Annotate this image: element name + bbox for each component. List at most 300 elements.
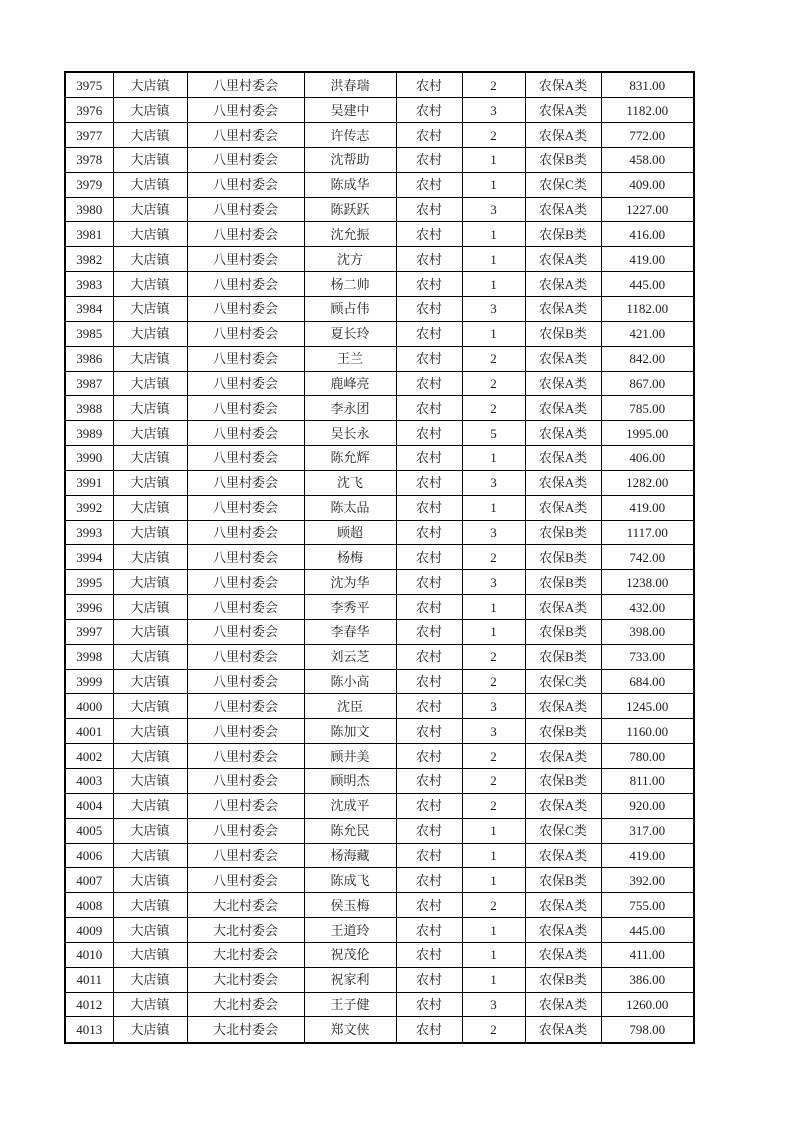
cell-village-committee: 八里村委会 <box>187 669 304 694</box>
cell-person-name: 陈允民 <box>304 818 396 843</box>
table-row <box>65 644 694 669</box>
cell-serial-number: 3983 <box>65 272 113 297</box>
cell-person-count: 3 <box>462 570 525 595</box>
cell-amount: 920.00 <box>601 793 694 818</box>
cell-village-committee: 八里村委会 <box>187 272 304 297</box>
cell-town: 大店镇 <box>113 72 187 98</box>
cell-village-committee: 八里村委会 <box>187 396 304 421</box>
cell-person-count: 2 <box>462 371 525 396</box>
cell-person-count: 2 <box>462 396 525 421</box>
cell-insurance-category: 农保A类 <box>525 123 601 148</box>
cell-serial-number: 3987 <box>65 371 113 396</box>
cell-person-name: 王道玲 <box>304 918 396 943</box>
cell-person-name: 王子健 <box>304 992 396 1017</box>
cell-village-committee: 八里村委会 <box>187 446 304 471</box>
cell-serial-number: 4008 <box>65 893 113 918</box>
cell-insurance-category: 农保B类 <box>525 520 601 545</box>
cell-town: 大店镇 <box>113 247 187 272</box>
cell-village-committee: 八里村委会 <box>187 247 304 272</box>
cell-village-committee: 八里村委会 <box>187 172 304 197</box>
cell-village-committee: 八里村委会 <box>187 818 304 843</box>
cell-serial-number: 3989 <box>65 421 113 446</box>
cell-household-type: 农村 <box>396 893 462 918</box>
cell-insurance-category: 农保B类 <box>525 967 601 992</box>
cell-town: 大店镇 <box>113 644 187 669</box>
table-row <box>65 222 694 247</box>
cell-household-type: 农村 <box>396 818 462 843</box>
cell-amount: 1117.00 <box>601 520 694 545</box>
cell-insurance-category: 农保A类 <box>525 421 601 446</box>
cell-insurance-category: 农保A类 <box>525 247 601 272</box>
cell-serial-number: 4010 <box>65 942 113 967</box>
cell-person-name: 陈成华 <box>304 172 396 197</box>
cell-town: 大店镇 <box>113 793 187 818</box>
cell-insurance-category: 农保A类 <box>525 1017 601 1043</box>
cell-household-type: 农村 <box>396 769 462 794</box>
cell-household-type: 农村 <box>396 793 462 818</box>
cell-person-count: 3 <box>462 520 525 545</box>
cell-person-name: 洪春瑞 <box>304 72 396 98</box>
cell-amount: 733.00 <box>601 644 694 669</box>
table-row <box>65 967 694 992</box>
cell-person-name: 陈允辉 <box>304 446 396 471</box>
cell-town: 大店镇 <box>113 446 187 471</box>
cell-amount: 811.00 <box>601 769 694 794</box>
cell-household-type: 农村 <box>396 197 462 222</box>
cell-person-count: 1 <box>462 868 525 893</box>
cell-village-committee: 八里村委会 <box>187 793 304 818</box>
cell-household-type: 农村 <box>396 396 462 421</box>
cell-serial-number: 3992 <box>65 495 113 520</box>
table-row <box>65 520 694 545</box>
cell-serial-number: 3995 <box>65 570 113 595</box>
cell-household-type: 农村 <box>396 470 462 495</box>
cell-insurance-category: 农保A类 <box>525 396 601 421</box>
cell-household-type: 农村 <box>396 72 462 98</box>
cell-village-committee: 大北村委会 <box>187 942 304 967</box>
cell-household-type: 农村 <box>396 619 462 644</box>
cell-person-count: 2 <box>462 1017 525 1043</box>
cell-person-count: 3 <box>462 197 525 222</box>
cell-serial-number: 4005 <box>65 818 113 843</box>
cell-town: 大店镇 <box>113 321 187 346</box>
cell-serial-number: 3996 <box>65 595 113 620</box>
cell-serial-number: 3985 <box>65 321 113 346</box>
cell-amount: 780.00 <box>601 744 694 769</box>
cell-household-type: 农村 <box>396 1017 462 1043</box>
cell-person-count: 2 <box>462 744 525 769</box>
cell-person-count: 3 <box>462 694 525 719</box>
cell-amount: 419.00 <box>601 843 694 868</box>
cell-amount: 445.00 <box>601 918 694 943</box>
cell-person-count: 1 <box>462 172 525 197</box>
cell-town: 大店镇 <box>113 272 187 297</box>
cell-serial-number: 3976 <box>65 98 113 123</box>
cell-amount: 445.00 <box>601 272 694 297</box>
cell-household-type: 农村 <box>396 992 462 1017</box>
cell-serial-number: 3981 <box>65 222 113 247</box>
cell-amount: 684.00 <box>601 669 694 694</box>
cell-insurance-category: 农保A类 <box>525 992 601 1017</box>
cell-amount: 867.00 <box>601 371 694 396</box>
cell-serial-number: 3991 <box>65 470 113 495</box>
cell-amount: 416.00 <box>601 222 694 247</box>
cell-person-count: 1 <box>462 942 525 967</box>
cell-person-count: 1 <box>462 843 525 868</box>
cell-village-committee: 八里村委会 <box>187 545 304 570</box>
cell-person-name: 顾超 <box>304 520 396 545</box>
table-row <box>65 172 694 197</box>
cell-town: 大店镇 <box>113 346 187 371</box>
cell-village-committee: 大北村委会 <box>187 1017 304 1043</box>
cell-household-type: 农村 <box>396 942 462 967</box>
cell-amount: 1245.00 <box>601 694 694 719</box>
cell-serial-number: 4002 <box>65 744 113 769</box>
cell-town: 大店镇 <box>113 123 187 148</box>
cell-person-name: 祝家利 <box>304 967 396 992</box>
cell-insurance-category: 农保B类 <box>525 147 601 172</box>
cell-person-name: 鹿峰亮 <box>304 371 396 396</box>
cell-insurance-category: 农保C类 <box>525 669 601 694</box>
cell-village-committee: 八里村委会 <box>187 222 304 247</box>
cell-village-committee: 大北村委会 <box>187 992 304 1017</box>
cell-insurance-category: 农保A类 <box>525 942 601 967</box>
cell-town: 大店镇 <box>113 197 187 222</box>
cell-person-count: 2 <box>462 346 525 371</box>
cell-person-count: 1 <box>462 818 525 843</box>
cell-serial-number: 3977 <box>65 123 113 148</box>
cell-village-committee: 八里村委会 <box>187 769 304 794</box>
cell-amount: 432.00 <box>601 595 694 620</box>
cell-person-name: 吴长永 <box>304 421 396 446</box>
cell-town: 大店镇 <box>113 98 187 123</box>
cell-person-count: 5 <box>462 421 525 446</box>
cell-amount: 1995.00 <box>601 421 694 446</box>
cell-amount: 317.00 <box>601 818 694 843</box>
cell-serial-number: 3982 <box>65 247 113 272</box>
cell-household-type: 农村 <box>396 495 462 520</box>
cell-person-count: 3 <box>462 470 525 495</box>
cell-person-count: 1 <box>462 595 525 620</box>
cell-person-name: 陈太品 <box>304 495 396 520</box>
cell-serial-number: 3978 <box>65 147 113 172</box>
cell-person-count: 2 <box>462 893 525 918</box>
cell-person-name: 祝茂伦 <box>304 942 396 967</box>
table-row <box>65 818 694 843</box>
cell-town: 大店镇 <box>113 421 187 446</box>
cell-amount: 1182.00 <box>601 296 694 321</box>
table-row <box>65 72 694 98</box>
cell-person-count: 1 <box>462 247 525 272</box>
table-row <box>65 371 694 396</box>
cell-insurance-category: 农保B类 <box>525 769 601 794</box>
cell-person-name: 许传志 <box>304 123 396 148</box>
cell-person-name: 沈帮助 <box>304 147 396 172</box>
cell-household-type: 农村 <box>396 222 462 247</box>
table-row <box>65 669 694 694</box>
cell-household-type: 农村 <box>396 172 462 197</box>
cell-amount: 419.00 <box>601 247 694 272</box>
cell-household-type: 农村 <box>396 545 462 570</box>
cell-person-name: 沈方 <box>304 247 396 272</box>
cell-serial-number: 3988 <box>65 396 113 421</box>
cell-village-committee: 八里村委会 <box>187 595 304 620</box>
cell-household-type: 农村 <box>396 918 462 943</box>
table-row <box>65 446 694 471</box>
cell-insurance-category: 农保B类 <box>525 545 601 570</box>
cell-person-name: 杨梅 <box>304 545 396 570</box>
table-row <box>65 893 694 918</box>
cell-amount: 411.00 <box>601 942 694 967</box>
cell-amount: 421.00 <box>601 321 694 346</box>
cell-person-name: 顾井美 <box>304 744 396 769</box>
table-row <box>65 123 694 148</box>
cell-person-name: 刘云芝 <box>304 644 396 669</box>
table-row <box>65 147 694 172</box>
cell-serial-number: 3998 <box>65 644 113 669</box>
cell-amount: 1227.00 <box>601 197 694 222</box>
cell-village-committee: 八里村委会 <box>187 495 304 520</box>
cell-serial-number: 4001 <box>65 719 113 744</box>
cell-person-name: 陈加文 <box>304 719 396 744</box>
cell-insurance-category: 农保A类 <box>525 446 601 471</box>
cell-person-name: 李永团 <box>304 396 396 421</box>
cell-serial-number: 3975 <box>65 72 113 98</box>
cell-person-count: 1 <box>462 619 525 644</box>
cell-serial-number: 3986 <box>65 346 113 371</box>
cell-person-count: 2 <box>462 72 525 98</box>
cell-amount: 398.00 <box>601 619 694 644</box>
cell-amount: 409.00 <box>601 172 694 197</box>
cell-town: 大店镇 <box>113 172 187 197</box>
cell-person-count: 1 <box>462 272 525 297</box>
cell-person-name: 沈臣 <box>304 694 396 719</box>
cell-household-type: 农村 <box>396 843 462 868</box>
cell-insurance-category: 农保A类 <box>525 893 601 918</box>
cell-household-type: 农村 <box>396 719 462 744</box>
table-row <box>65 396 694 421</box>
cell-insurance-category: 农保A类 <box>525 371 601 396</box>
cell-person-count: 1 <box>462 495 525 520</box>
cell-serial-number: 4013 <box>65 1017 113 1043</box>
cell-serial-number: 3999 <box>65 669 113 694</box>
cell-serial-number: 4007 <box>65 868 113 893</box>
cell-person-count: 3 <box>462 98 525 123</box>
cell-serial-number: 3984 <box>65 296 113 321</box>
cell-household-type: 农村 <box>396 967 462 992</box>
cell-household-type: 农村 <box>396 247 462 272</box>
cell-village-committee: 大北村委会 <box>187 967 304 992</box>
cell-village-committee: 八里村委会 <box>187 421 304 446</box>
cell-person-name: 沈为华 <box>304 570 396 595</box>
cell-town: 大店镇 <box>113 495 187 520</box>
cell-insurance-category: 农保B类 <box>525 222 601 247</box>
cell-town: 大店镇 <box>113 520 187 545</box>
table-row <box>65 272 694 297</box>
cell-person-count: 3 <box>462 992 525 1017</box>
table-row <box>65 619 694 644</box>
cell-village-committee: 八里村委会 <box>187 843 304 868</box>
cell-person-name: 郑文侠 <box>304 1017 396 1043</box>
cell-amount: 1160.00 <box>601 719 694 744</box>
cell-person-count: 1 <box>462 967 525 992</box>
table-row <box>65 197 694 222</box>
cell-amount: 1282.00 <box>601 470 694 495</box>
cell-town: 大店镇 <box>113 296 187 321</box>
cell-serial-number: 4009 <box>65 918 113 943</box>
cell-insurance-category: 农保A类 <box>525 495 601 520</box>
table-row <box>65 843 694 868</box>
cell-serial-number: 3993 <box>65 520 113 545</box>
cell-town: 大店镇 <box>113 818 187 843</box>
cell-village-committee: 八里村委会 <box>187 694 304 719</box>
cell-person-name: 陈小高 <box>304 669 396 694</box>
cell-village-committee: 八里村委会 <box>187 296 304 321</box>
cell-village-committee: 八里村委会 <box>187 371 304 396</box>
cell-amount: 785.00 <box>601 396 694 421</box>
cell-village-committee: 大北村委会 <box>187 893 304 918</box>
cell-person-count: 2 <box>462 123 525 148</box>
cell-person-name: 顾占伟 <box>304 296 396 321</box>
cell-insurance-category: 农保A类 <box>525 197 601 222</box>
cell-household-type: 农村 <box>396 147 462 172</box>
cell-town: 大店镇 <box>113 967 187 992</box>
cell-insurance-category: 农保B类 <box>525 644 601 669</box>
cell-serial-number: 3979 <box>65 172 113 197</box>
cell-town: 大店镇 <box>113 992 187 1017</box>
cell-insurance-category: 农保A类 <box>525 918 601 943</box>
table-row <box>65 595 694 620</box>
cell-town: 大店镇 <box>113 942 187 967</box>
cell-amount: 392.00 <box>601 868 694 893</box>
cell-person-name: 夏长玲 <box>304 321 396 346</box>
cell-person-count: 1 <box>462 321 525 346</box>
table-row <box>65 769 694 794</box>
cell-town: 大店镇 <box>113 396 187 421</box>
cell-household-type: 农村 <box>396 446 462 471</box>
cell-town: 大店镇 <box>113 619 187 644</box>
cell-town: 大店镇 <box>113 694 187 719</box>
cell-serial-number: 4003 <box>65 769 113 794</box>
table-row <box>65 321 694 346</box>
table-row <box>65 744 694 769</box>
cell-household-type: 农村 <box>396 296 462 321</box>
cell-household-type: 农村 <box>396 272 462 297</box>
cell-insurance-category: 农保A类 <box>525 98 601 123</box>
cell-household-type: 农村 <box>396 694 462 719</box>
cell-person-name: 李秀平 <box>304 595 396 620</box>
cell-insurance-category: 农保A类 <box>525 843 601 868</box>
cell-person-name: 侯玉梅 <box>304 893 396 918</box>
table-row <box>65 545 694 570</box>
cell-person-count: 2 <box>462 669 525 694</box>
cell-serial-number: 3990 <box>65 446 113 471</box>
cell-person-name: 杨海藏 <box>304 843 396 868</box>
cell-insurance-category: 农保B类 <box>525 570 601 595</box>
pension-table <box>64 71 695 1044</box>
cell-insurance-category: 农保A类 <box>525 72 601 98</box>
cell-serial-number: 4012 <box>65 992 113 1017</box>
cell-person-name: 陈成飞 <box>304 868 396 893</box>
cell-person-count: 3 <box>462 719 525 744</box>
cell-person-name: 杨二帅 <box>304 272 396 297</box>
cell-amount: 1238.00 <box>601 570 694 595</box>
cell-village-committee: 八里村委会 <box>187 72 304 98</box>
cell-town: 大店镇 <box>113 470 187 495</box>
cell-amount: 386.00 <box>601 967 694 992</box>
cell-household-type: 农村 <box>396 644 462 669</box>
cell-town: 大店镇 <box>113 371 187 396</box>
cell-village-committee: 八里村委会 <box>187 619 304 644</box>
table-row <box>65 247 694 272</box>
cell-household-type: 农村 <box>396 123 462 148</box>
cell-amount: 742.00 <box>601 545 694 570</box>
cell-person-count: 1 <box>462 222 525 247</box>
table-row <box>65 421 694 446</box>
cell-person-count: 1 <box>462 446 525 471</box>
cell-insurance-category: 农保C类 <box>525 818 601 843</box>
cell-town: 大店镇 <box>113 669 187 694</box>
table-row <box>65 98 694 123</box>
cell-insurance-category: 农保A类 <box>525 272 601 297</box>
cell-town: 大店镇 <box>113 744 187 769</box>
cell-household-type: 农村 <box>396 868 462 893</box>
cell-village-committee: 大北村委会 <box>187 918 304 943</box>
cell-person-name: 顾明杰 <box>304 769 396 794</box>
cell-person-count: 2 <box>462 644 525 669</box>
cell-household-type: 农村 <box>396 520 462 545</box>
cell-household-type: 农村 <box>396 570 462 595</box>
cell-serial-number: 4000 <box>65 694 113 719</box>
table-row <box>65 793 694 818</box>
table-row <box>65 570 694 595</box>
cell-town: 大店镇 <box>113 918 187 943</box>
cell-village-committee: 八里村委会 <box>187 147 304 172</box>
cell-town: 大店镇 <box>113 843 187 868</box>
cell-insurance-category: 农保A类 <box>525 744 601 769</box>
table-row <box>65 942 694 967</box>
cell-village-committee: 八里村委会 <box>187 570 304 595</box>
cell-town: 大店镇 <box>113 595 187 620</box>
table-row <box>65 992 694 1017</box>
cell-village-committee: 八里村委会 <box>187 197 304 222</box>
cell-person-count: 2 <box>462 793 525 818</box>
cell-household-type: 农村 <box>396 421 462 446</box>
cell-serial-number: 4011 <box>65 967 113 992</box>
cell-household-type: 农村 <box>396 321 462 346</box>
cell-person-name: 陈跃跃 <box>304 197 396 222</box>
cell-insurance-category: 农保A类 <box>525 346 601 371</box>
cell-village-committee: 八里村委会 <box>187 520 304 545</box>
cell-person-count: 2 <box>462 769 525 794</box>
table-row <box>65 470 694 495</box>
cell-village-committee: 八里村委会 <box>187 719 304 744</box>
cell-insurance-category: 农保A类 <box>525 470 601 495</box>
cell-amount: 1182.00 <box>601 98 694 123</box>
cell-person-count: 3 <box>462 296 525 321</box>
cell-insurance-category: 农保B类 <box>525 321 601 346</box>
cell-insurance-category: 农保A类 <box>525 694 601 719</box>
cell-person-name: 沈飞 <box>304 470 396 495</box>
cell-amount: 1260.00 <box>601 992 694 1017</box>
cell-town: 大店镇 <box>113 868 187 893</box>
cell-person-count: 1 <box>462 918 525 943</box>
cell-village-committee: 八里村委会 <box>187 123 304 148</box>
cell-village-committee: 八里村委会 <box>187 744 304 769</box>
table-row <box>65 918 694 943</box>
table-row <box>65 296 694 321</box>
table-row <box>65 346 694 371</box>
